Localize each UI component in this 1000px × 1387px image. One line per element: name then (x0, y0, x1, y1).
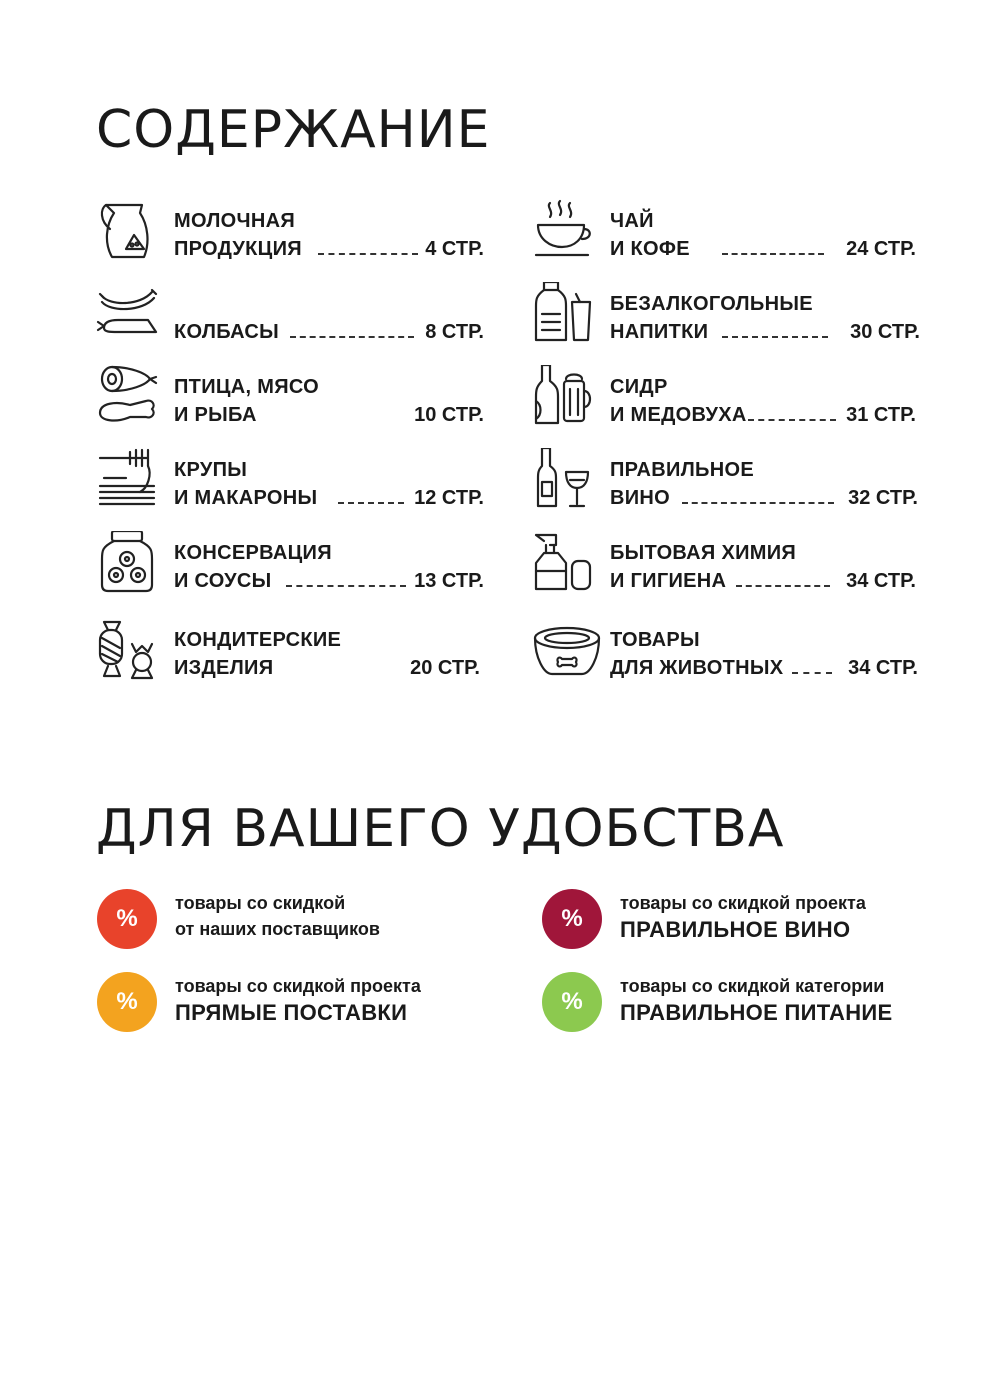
meat-poultry-icon (96, 365, 158, 427)
toc-item-preserves[interactable] (96, 527, 516, 597)
toc-item-cider-mead[interactable] (532, 361, 952, 431)
toc-item-label: КОНСЕРВАЦИЯ (174, 542, 332, 564)
preserves-jar-icon (96, 531, 158, 593)
page-number: 34 СТР. (848, 657, 918, 679)
toc-item-soft-drinks[interactable] (532, 278, 952, 348)
toc-item-label: И ГИГИЕНА (610, 570, 727, 592)
toc-item-label: И МЕДОВУХА (610, 404, 747, 426)
page-number: 4 СТР. (425, 238, 484, 260)
tea-cup-icon (532, 199, 594, 261)
page-number: 31 СТР. (846, 404, 916, 426)
toc-item-cereals[interactable] (96, 444, 516, 514)
toc-item-label: КРУПЫ (174, 459, 248, 481)
dot-leader (736, 585, 830, 587)
toc-item-label: ВИНО (610, 487, 671, 509)
page-number: 10 СТР. (414, 404, 484, 426)
toc-item-label: ПРОДУКЦИЯ (174, 238, 302, 260)
dot-leader (748, 419, 836, 421)
percent-badge-icon: % (542, 889, 602, 949)
legend-wine-discount (542, 889, 942, 951)
toc-item-pets[interactable] (532, 614, 952, 684)
toc-item-label: ТОВАРЫ (610, 629, 700, 651)
legend-direct-supply-discount (97, 972, 497, 1034)
toc-item-meat[interactable] (96, 361, 516, 431)
toc-item-household[interactable] (532, 527, 952, 597)
percent-badge-icon: % (542, 972, 602, 1032)
page-title: СОДЕРЖАНИЕ (96, 100, 491, 160)
legend-line2: от наших поставщиков (175, 919, 380, 939)
candy-icon (96, 618, 158, 680)
percent-badge-icon: % (97, 889, 157, 949)
legend-line1: товары со скидкой категории (620, 976, 885, 996)
dot-leader (792, 672, 832, 674)
legend-line1: товары со скидкой проекта (620, 893, 866, 913)
toc-item-dairy[interactable] (96, 195, 516, 265)
pet-bowl-icon (532, 618, 602, 680)
legend-line2: ПРАВИЛЬНОЕ ВИНО (620, 917, 851, 942)
toc-item-label: ПТИЦА, МЯСО (174, 376, 319, 398)
page-number: 20 СТР. (410, 657, 480, 679)
toc-item-tea-coffee[interactable] (532, 195, 952, 265)
dot-leader (286, 585, 406, 587)
page-number: 32 СТР. (848, 487, 918, 509)
toc-item-sausages[interactable] (96, 278, 516, 348)
toc-item-label: И СОУСЫ (174, 570, 272, 592)
toc-item-label: И РЫБА (174, 404, 257, 426)
toc-item-label: И КОФЕ (610, 238, 690, 260)
cider-mead-icon (532, 365, 594, 427)
toc-item-label: И МАКАРОНЫ (174, 487, 318, 509)
legend-healthy-food-discount (542, 972, 942, 1034)
legend-supplier-discount (97, 889, 497, 951)
toc-item-label: БЕЗАЛКОГОЛЬНЫЕ (610, 293, 813, 315)
soft-drinks-icon (532, 282, 594, 344)
toc-item-label: МОЛОЧНАЯ (174, 210, 296, 232)
toc-item-label: КОЛБАСЫ (174, 321, 279, 343)
convenience-title: ДЛЯ ВАШЕГО УДОБСТВА (96, 799, 785, 859)
dot-leader (318, 253, 418, 255)
dot-leader (682, 502, 834, 504)
legend-line1: товары со скидкой (175, 893, 346, 913)
toc-item-label: СИДР (610, 376, 668, 398)
page-number: 12 СТР. (414, 487, 484, 509)
page-number: 34 СТР. (846, 570, 916, 592)
toc-item-label: ДЛЯ ЖИВОТНЫХ (610, 657, 784, 679)
page-number: 13 СТР. (414, 570, 484, 592)
toc-item-confectionery[interactable] (96, 614, 516, 684)
wine-bottle-glass-icon (532, 448, 594, 510)
household-chemicals-icon (532, 531, 594, 593)
pasta-fork-icon (96, 448, 158, 510)
toc-item-label: БЫТОВАЯ ХИМИЯ (610, 542, 797, 564)
sausage-icon (96, 282, 158, 344)
legend-line2: ПРЯМЫЕ ПОСТАВКИ (175, 1000, 408, 1025)
toc-item-label: ПРАВИЛЬНОЕ (610, 459, 754, 481)
dot-leader (290, 336, 414, 338)
toc-item-label: НАПИТКИ (610, 321, 709, 343)
toc-item-wine[interactable] (532, 444, 952, 514)
page-number: 8 СТР. (425, 321, 484, 343)
milk-jug-icon (96, 199, 158, 261)
page-number: 24 СТР. (846, 238, 916, 260)
toc-item-label: КОНДИТЕРСКИЕ (174, 629, 342, 651)
dot-leader (722, 253, 824, 255)
percent-badge-icon: % (97, 972, 157, 1032)
toc-item-label: ИЗДЕЛИЯ (174, 657, 274, 679)
toc-item-label: ЧАЙ (610, 210, 654, 232)
page-number: 30 СТР. (850, 321, 920, 343)
legend-line1: товары со скидкой проекта (175, 976, 421, 996)
legend-line2: ПРАВИЛЬНОЕ ПИТАНИЕ (620, 1000, 893, 1025)
dot-leader (338, 502, 404, 504)
dot-leader (722, 336, 828, 338)
